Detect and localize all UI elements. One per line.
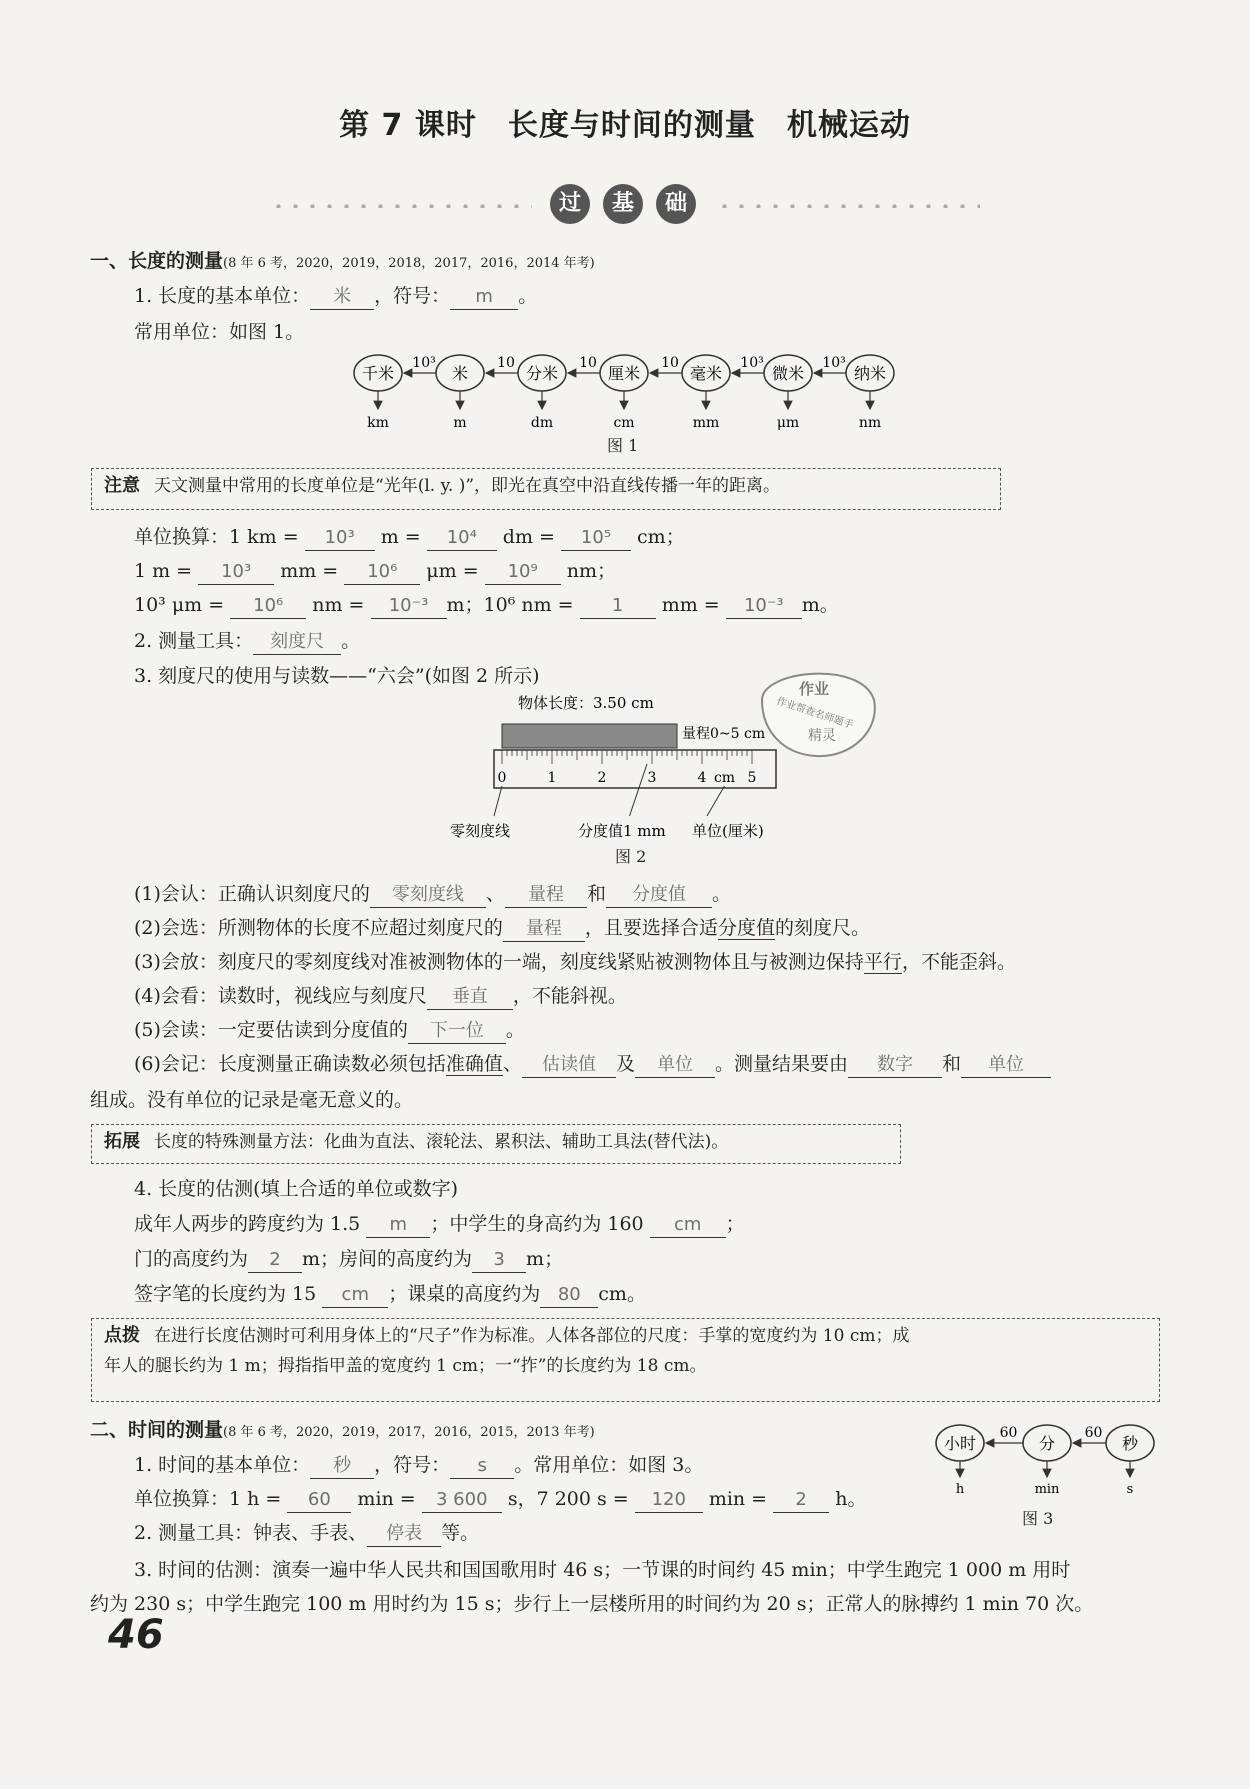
skill-2 [134, 914, 870, 942]
unit-label: 单位(厘米) [692, 822, 764, 840]
skill-5 [134, 1016, 525, 1044]
unit-label: 毫米 [689, 364, 723, 383]
text: 门的高度约为 [134, 1248, 249, 1270]
skill-6 [134, 1050, 1051, 1078]
extension-box [91, 1124, 901, 1164]
text: 1. 时间的基本单位： [134, 1454, 311, 1476]
figure-1-caption: 图 1 [607, 436, 639, 455]
section2-heading-text: 二、时间的测量 [90, 1419, 224, 1441]
q1-length-unit [134, 282, 537, 310]
banner-dots-right [716, 204, 980, 208]
text: mm = [280, 560, 339, 582]
answer-blank: 10⁻³ [371, 594, 447, 619]
answer-blank: 10⁹ [485, 560, 561, 585]
time-q3-line-2: 约为 230 s；中学生跑完 100 m 用时约为 15 s；步行上一层楼所用的时间约为 20 s；正常人的脉搏约 1 min 70 次。 [90, 1593, 1094, 1615]
answer-blank: 2 [773, 1488, 829, 1513]
stamp-top-text: 作业 [798, 680, 830, 698]
text: nm； [566, 560, 616, 582]
ruler-number: cm [713, 770, 736, 786]
time-q2 [134, 1519, 479, 1547]
text: dm = [502, 526, 555, 548]
text: 。 [341, 630, 361, 652]
answer-blank: 量程 [503, 917, 585, 942]
figure-2-caption: 图 2 [615, 847, 647, 866]
extension-text: 长度的特殊测量方法：化曲为直法、滚轮法、累积法、辅助工具法(替代法)。 [154, 1132, 729, 1152]
text: nm = [312, 594, 365, 616]
answer-blank: 120 [635, 1488, 703, 1513]
text: 单位换算：1 h = [134, 1488, 282, 1510]
text: ；中学生的身高约为 160 [430, 1213, 644, 1235]
figure-3-caption: 图 3 [1022, 1509, 1054, 1528]
page-title: 第 7 课时 长度与时间的测量 机械运动 [339, 108, 911, 143]
time-unit-label: 分 [1038, 1434, 1056, 1453]
skill-3 [134, 948, 1016, 976]
text: ，不能歪斜。 [901, 951, 1016, 973]
banner-dots-left [270, 204, 532, 208]
ruler-number: 0 [497, 770, 507, 786]
note-box [91, 468, 1001, 510]
figure-3-time-units [930, 1415, 1160, 1495]
text: ，不能斜视。 [512, 985, 627, 1007]
unit-symbol: μm [776, 415, 800, 431]
text: m；房间的高度约为 [302, 1248, 473, 1270]
text: 。 [518, 285, 538, 307]
text: 10³ μm = [134, 594, 225, 616]
common-units-line: 常用单位：如图 1。 [134, 321, 305, 343]
conversion-line-3 [134, 591, 839, 619]
pointer-line [494, 786, 502, 816]
text: 成年人两步的跨度约为 1.5 [134, 1213, 361, 1235]
text: 及 [615, 1053, 635, 1075]
text: 等。 [441, 1522, 480, 1544]
text: 的刻度尺。 [774, 917, 870, 939]
text: cm。 [598, 1283, 646, 1305]
section-banner [270, 182, 980, 230]
division-label: 分度值1 mm [578, 822, 666, 840]
answer-blank: 10³ [198, 560, 274, 585]
answer-blank: 1 [580, 594, 656, 619]
ruler-number: 4 [697, 770, 707, 786]
unit-label: 微米 [771, 364, 805, 383]
answer-blank: 停表 [367, 1522, 441, 1547]
ratio-label: 60 [999, 1425, 1018, 1441]
text: 。 [711, 883, 731, 905]
answer-blank: 刻度尺 [253, 630, 341, 655]
text: (5)会读：一定要估读到分度值的 [134, 1019, 408, 1041]
answer-blank: 单位 [961, 1053, 1051, 1078]
time-unit-label: 小时 [943, 1434, 977, 1453]
estimation-line-3 [134, 1280, 646, 1308]
unit-label: 厘米 [607, 364, 641, 383]
estimation-line-1 [134, 1210, 745, 1238]
text: 1. 长度的基本单位： [134, 285, 311, 307]
text: ； [725, 1213, 745, 1235]
text: 和 [941, 1053, 961, 1075]
answer-blank: 量程 [505, 883, 587, 908]
tip-box [91, 1318, 1160, 1402]
text: 。测量结果要由 [714, 1053, 848, 1075]
unit-symbol: cm [613, 415, 635, 431]
ratio-label: 10 [661, 355, 679, 371]
ratio-label: 10³ [822, 355, 846, 371]
text: ，且要选择合适 [584, 917, 718, 939]
time-conversion [134, 1485, 866, 1513]
answer-blank: 米 [310, 285, 374, 310]
conversion-line-2 [134, 557, 616, 585]
unit-label: 米 [451, 364, 469, 383]
section1-heading-text: 一、长度的测量 [90, 250, 224, 272]
time-unit-symbol: min [1034, 1482, 1060, 1497]
conversion-line-1 [134, 523, 685, 551]
answer-blank: 3 600 [422, 1488, 502, 1513]
unit-symbol: m [453, 415, 467, 431]
text: ，符号： [374, 1454, 451, 1476]
answer-blank: 3 [472, 1248, 526, 1273]
stamp-middle-text: 作业帮查名师题手 [775, 696, 855, 732]
tip-label: 点拨 [104, 1325, 140, 1346]
time-unit-symbol: s [1126, 1482, 1134, 1497]
section2-exam-note: (8 年 6 考，2020，2019，2017，2016，2015，2013 年考) [223, 1425, 595, 1440]
estimation-line-2 [134, 1245, 563, 1273]
section2-heading [90, 1416, 595, 1447]
extension-label: 拓展 [104, 1131, 140, 1152]
answer-blank: 10⁵ [561, 526, 631, 551]
banner-badge-1: 过 [550, 184, 590, 224]
text: cm； [637, 526, 685, 548]
text: m。 [801, 594, 839, 616]
q3-six-skills: 3. 刻度尺的使用与读数——“六会”(如图 2 所示) [134, 665, 540, 687]
answer-blank: 2 [248, 1248, 302, 1273]
ruler-number: 3 [647, 770, 657, 786]
note-text: 天文测量中常用的长度单位是“光年(l. y. )”，即光在真空中沿直线传播一年的距离。 [154, 476, 781, 496]
unit-symbol: nm [858, 415, 882, 431]
text: (4)会看：读数时，视线应与刻度尺 [134, 985, 427, 1007]
underlined-text: 分度值 [717, 917, 775, 939]
text: (3)会放：刻度尺的零刻度线对准被测物体的一端，刻度线紧贴被测物体且与被测边保持 [134, 951, 864, 973]
text: m；10⁶ nm = [446, 594, 574, 616]
time-q1 [134, 1451, 703, 1479]
answer-blank: 零刻度线 [370, 883, 486, 908]
tip-text-1: 在进行长度估测时可利用身体上的“尺子”作为标准。人体各部位的尺度：手掌的宽度约为 10 cm；成 [154, 1326, 910, 1346]
answer-blank: 单位 [635, 1053, 715, 1078]
text: 1 m = [134, 560, 193, 582]
unit-label: 分米 [525, 364, 559, 383]
text: 。 [505, 1019, 525, 1041]
zero-line-label: 零刻度线 [450, 822, 511, 840]
answer-blank: 下一位 [408, 1019, 506, 1044]
time-unit-label: 秒 [1121, 1434, 1139, 1453]
section1-heading [90, 247, 595, 278]
answer-blank: m [366, 1213, 430, 1238]
page-number: 46 [108, 1612, 164, 1658]
q2-measuring-tool [134, 627, 360, 655]
unit-symbol: dm [530, 415, 554, 431]
answer-blank: 数字 [848, 1053, 942, 1078]
answer-blank: 60 [287, 1488, 351, 1513]
text: min = [708, 1488, 768, 1510]
text: 签字笔的长度约为 15 [134, 1283, 317, 1305]
answer-blank: 80 [540, 1283, 598, 1308]
banner-badge-3: 础 [656, 184, 696, 224]
tip-text-2: 年人的腿长约为 1 m；拇指指甲盖的宽度约 1 cm；一“拃”的长度约为 18 cm。 [104, 1356, 707, 1376]
answer-blank: 10⁶ [344, 560, 420, 585]
q4-estimation: 4. 长度的估测(填上合适的单位或数字) [134, 1178, 458, 1200]
text: 单位换算：1 km = [134, 526, 299, 548]
text: s，7 200 s = [507, 1488, 629, 1510]
answer-blank: cm [650, 1213, 726, 1238]
text: (1)会认：正确认识刻度尺的 [134, 883, 370, 905]
ratio-label: 10³ [740, 355, 764, 371]
text: m = [380, 526, 421, 548]
unit-symbol: mm [692, 415, 720, 431]
stamp-bottom-text: 精灵 [808, 728, 836, 744]
answer-blank: 秒 [310, 1454, 374, 1479]
underlined-text: 平行 [863, 951, 902, 973]
text: μm = [426, 560, 479, 582]
ruler-number: 2 [597, 770, 607, 786]
answer-blank: 10⁶ [230, 594, 306, 619]
text: min = [357, 1488, 416, 1510]
ruler-number: 5 [747, 770, 757, 786]
answer-blank: 10³ [305, 526, 375, 551]
ratio-label: 10 [579, 355, 597, 371]
figure-2-ruler [450, 690, 800, 840]
time-q3-line-1: 3. 时间的估测：演奏一遍中华人民共和国国歌用时 46 s；一节课的时间约 45 min；中学生跑完 1 000 m 用时 [134, 1559, 1071, 1581]
time-unit-symbol: h [955, 1482, 965, 1497]
pointer-line [707, 786, 725, 816]
text: m； [526, 1248, 564, 1270]
answer-blank: 估读值 [522, 1053, 616, 1078]
skill-1: (1)会认：正确认识刻度尺的 零刻度线 、 量程 和 分度值 。 [134, 880, 731, 908]
ratio-label: 10 [497, 355, 515, 371]
section1-exam-note: (8 年 6 考，2020，2019，2018，2017，2016，2014 年考) [223, 256, 595, 271]
answer-blank: s [450, 1454, 514, 1479]
text: 。常用单位：如图 3。 [514, 1454, 704, 1476]
note-label: 注意 [104, 475, 140, 496]
text: 2. 测量工具： [134, 630, 254, 652]
answer-blank: 分度值 [606, 883, 712, 908]
skill-4 [134, 982, 627, 1010]
text: 和 [586, 883, 606, 905]
answer-blank: 10⁴ [427, 526, 497, 551]
text: 、 [502, 1053, 522, 1075]
text: ，符号： [374, 285, 451, 307]
ratio-label: 60 [1084, 1425, 1103, 1441]
stamp-logo [752, 660, 882, 765]
banner-badge-2: 基 [603, 184, 643, 224]
pointer-line [630, 764, 648, 816]
text: (6)会记：长度测量正确读数必须包括 [134, 1053, 446, 1075]
answer-blank: m [450, 285, 518, 310]
answer-blank: cm [322, 1283, 388, 1308]
object-length-label: 物体长度：3.50 cm [518, 694, 654, 712]
answer-blank: 垂直 [427, 985, 513, 1010]
text: (2)会选：所测物体的长度不应超过刻度尺的 [134, 917, 503, 939]
skill-6-continued: 组成。没有单位的记录是毫无意义的。 [90, 1089, 414, 1111]
text: 2. 测量工具：钟表、手表、 [134, 1522, 368, 1544]
text: mm = [661, 594, 720, 616]
measured-object [502, 724, 677, 748]
range-label: 量程0~5 cm [682, 726, 766, 742]
text: h。 [835, 1488, 867, 1510]
ruler-number: 1 [547, 770, 557, 786]
text: ；课桌的高度约为 [388, 1283, 541, 1305]
ratio-label: 10³ [412, 355, 436, 371]
unit-symbol: km [367, 415, 389, 431]
unit-label: 纳米 [853, 364, 887, 383]
answer-blank: 10⁻³ [726, 594, 802, 619]
underlined-text: 准确值 [445, 1053, 503, 1075]
unit-label: 千米 [361, 364, 395, 383]
